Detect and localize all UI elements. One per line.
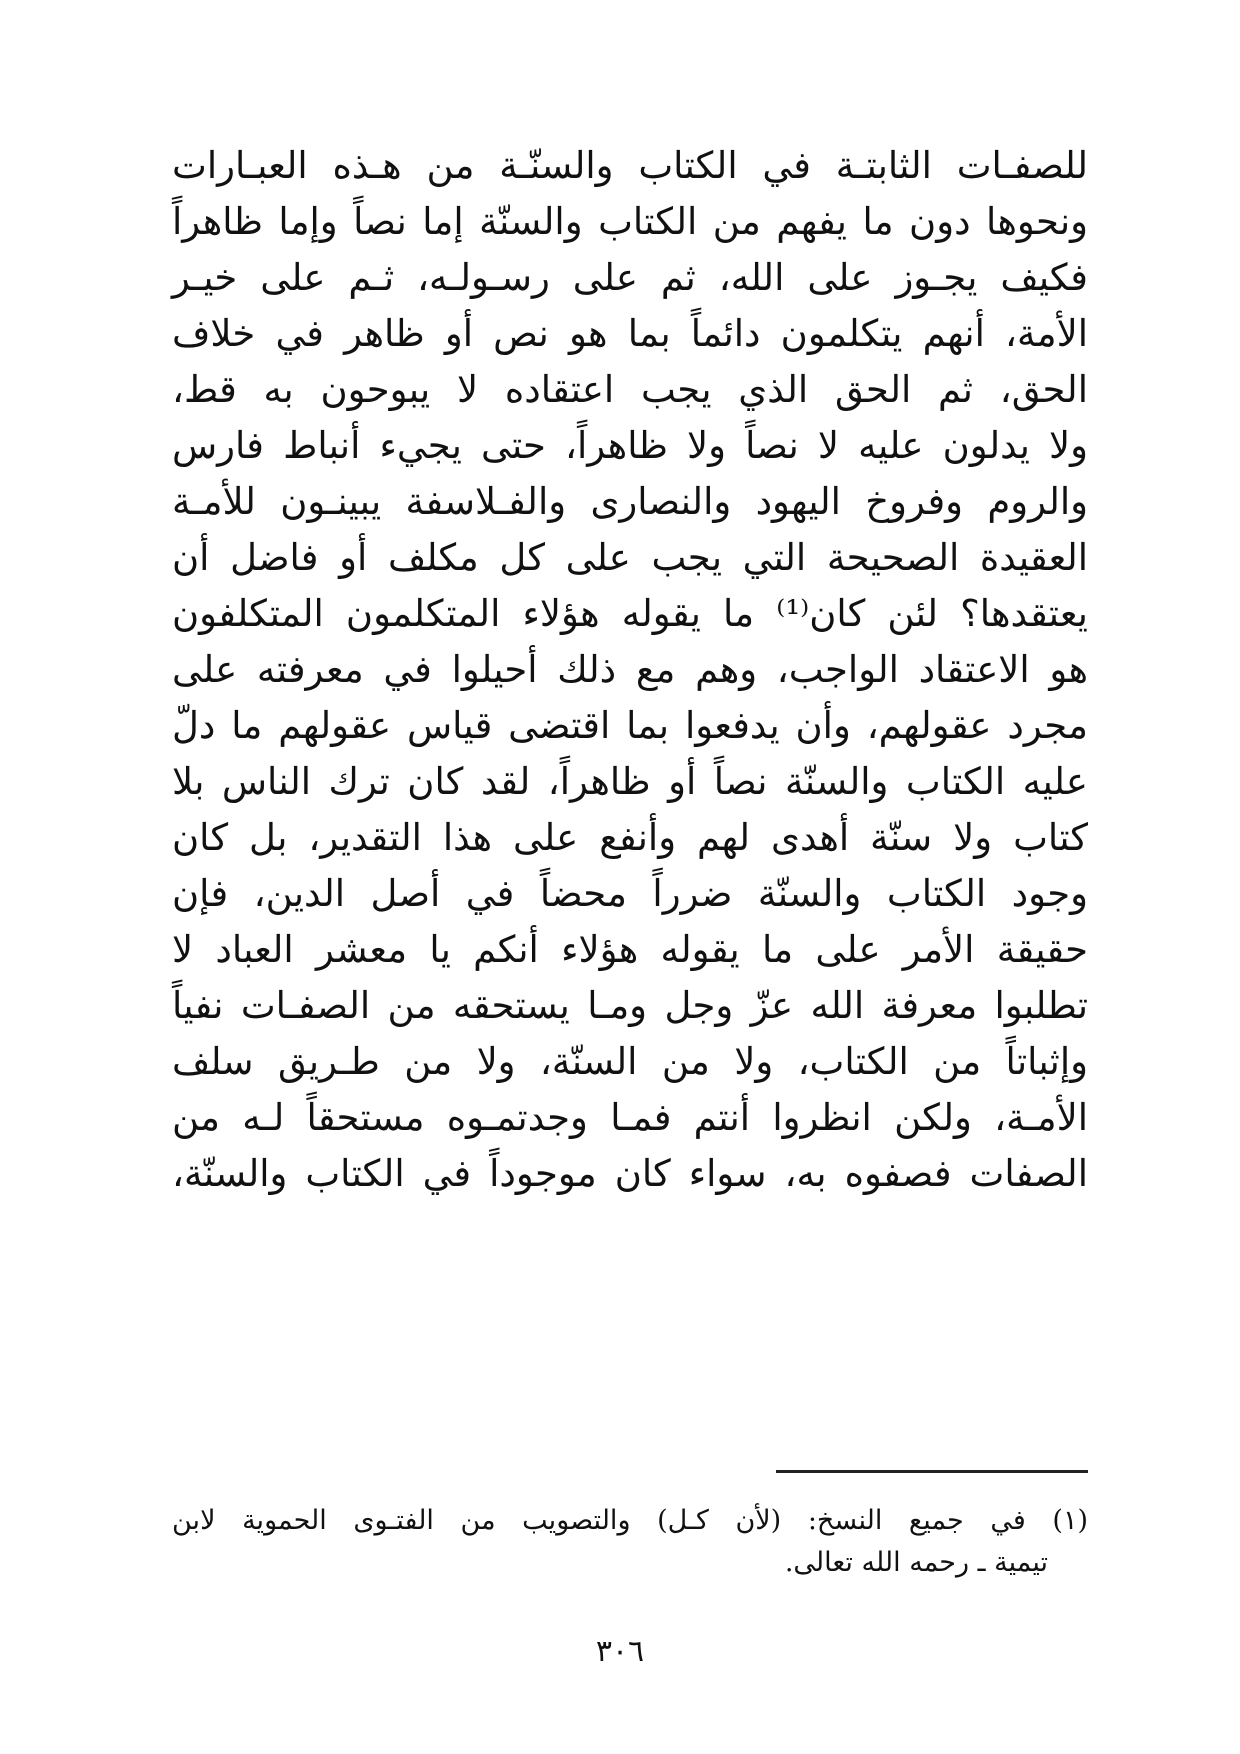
footnote-divider [776, 1470, 1088, 1473]
text-line: العقيدة الصحيحة التي يجب على كل مكلف أو فاضل أن [172, 536, 1088, 579]
text-line: الأمة، أنهم يتكلمون دائماً بما هو نص أو ظاهر في خلاف [172, 312, 1088, 355]
footnote [172, 1500, 1088, 1584]
text-line: ولا يدلون عليه لا نصاً ولا ظاهراً، حتى يجيء أنباط فارس [172, 424, 1088, 467]
text-line: الحق، ثم الحق الذي يجب اعتقاده لا يبوحون به قط، [172, 368, 1088, 411]
text-line: هو الاعتقاد الواجب، وهم مع ذلك أحيلوا في معرفته على [172, 648, 1088, 691]
text-line: ونحوها دون ما يفهم من الكتاب والسنّة إما نصاً وإما ظاهراً [172, 200, 1088, 243]
text-line: والروم وفروخ اليهود والنصارى والفـلاسفة يبينـون للأمـة [172, 480, 1088, 523]
text-line: للصفـات الثابتـة في الكتاب والسنّـة من هـذه العبـارات [172, 144, 1088, 187]
text-line: مجرد عقولهم، وأن يدفعوا بما اقتضى قياس عقولهم ما دلّ [172, 704, 1088, 747]
text-line: الصفات فصفوه به، سواء كان موجوداً في الكتاب والسنّة، [172, 1152, 1088, 1195]
text-line: عليه الكتاب والسنّة نصاً أو ظاهراً، لقد كان ترك الناس بلا [172, 760, 1088, 803]
text-line: فكيف يجـوز على الله، ثم على رسـولـه، ثـم على خيـر [172, 256, 1088, 299]
page-number: ٣٠٦ [595, 1634, 645, 1669]
text-line: تطلبوا معرفة الله عزّ وجل ومـا يستحقه من الصفـات نفياً [172, 984, 1088, 1027]
text-line: وإثباتاً من الكتاب، ولا من السنّة، ولا من طـريق سلف [172, 1040, 1088, 1083]
text-line: كتاب ولا سنّة أهدى لهم وأنفع على هذا التقدير، بل كان [172, 816, 1088, 859]
text-line: وجود الكتاب والسنّة ضرراً محضاً في أصل الدين، فإن [172, 872, 1088, 915]
text-line: حقيقة الأمر على ما يقوله هؤلاء أنكم يا معشر العباد لا [172, 928, 1088, 971]
body-text [172, 138, 1088, 1202]
text-line: يعتقدها؟ لئن كان⁽¹⁾ ما يقوله هؤلاء المتكلمون المتكلفون [172, 592, 1088, 635]
footnote-line: تيمية ـ رحمه الله تعالى. [784, 1547, 1048, 1578]
text-line: الأمـة، ولكن انظروا أنتم فمـا وجدتمـوه مستحقاً لـه من [172, 1096, 1088, 1139]
footnote-line: (١) في جميع النسخ: (لأن كـل) والتصويب من الفتـوى الحموية لابن [172, 1505, 1088, 1536]
